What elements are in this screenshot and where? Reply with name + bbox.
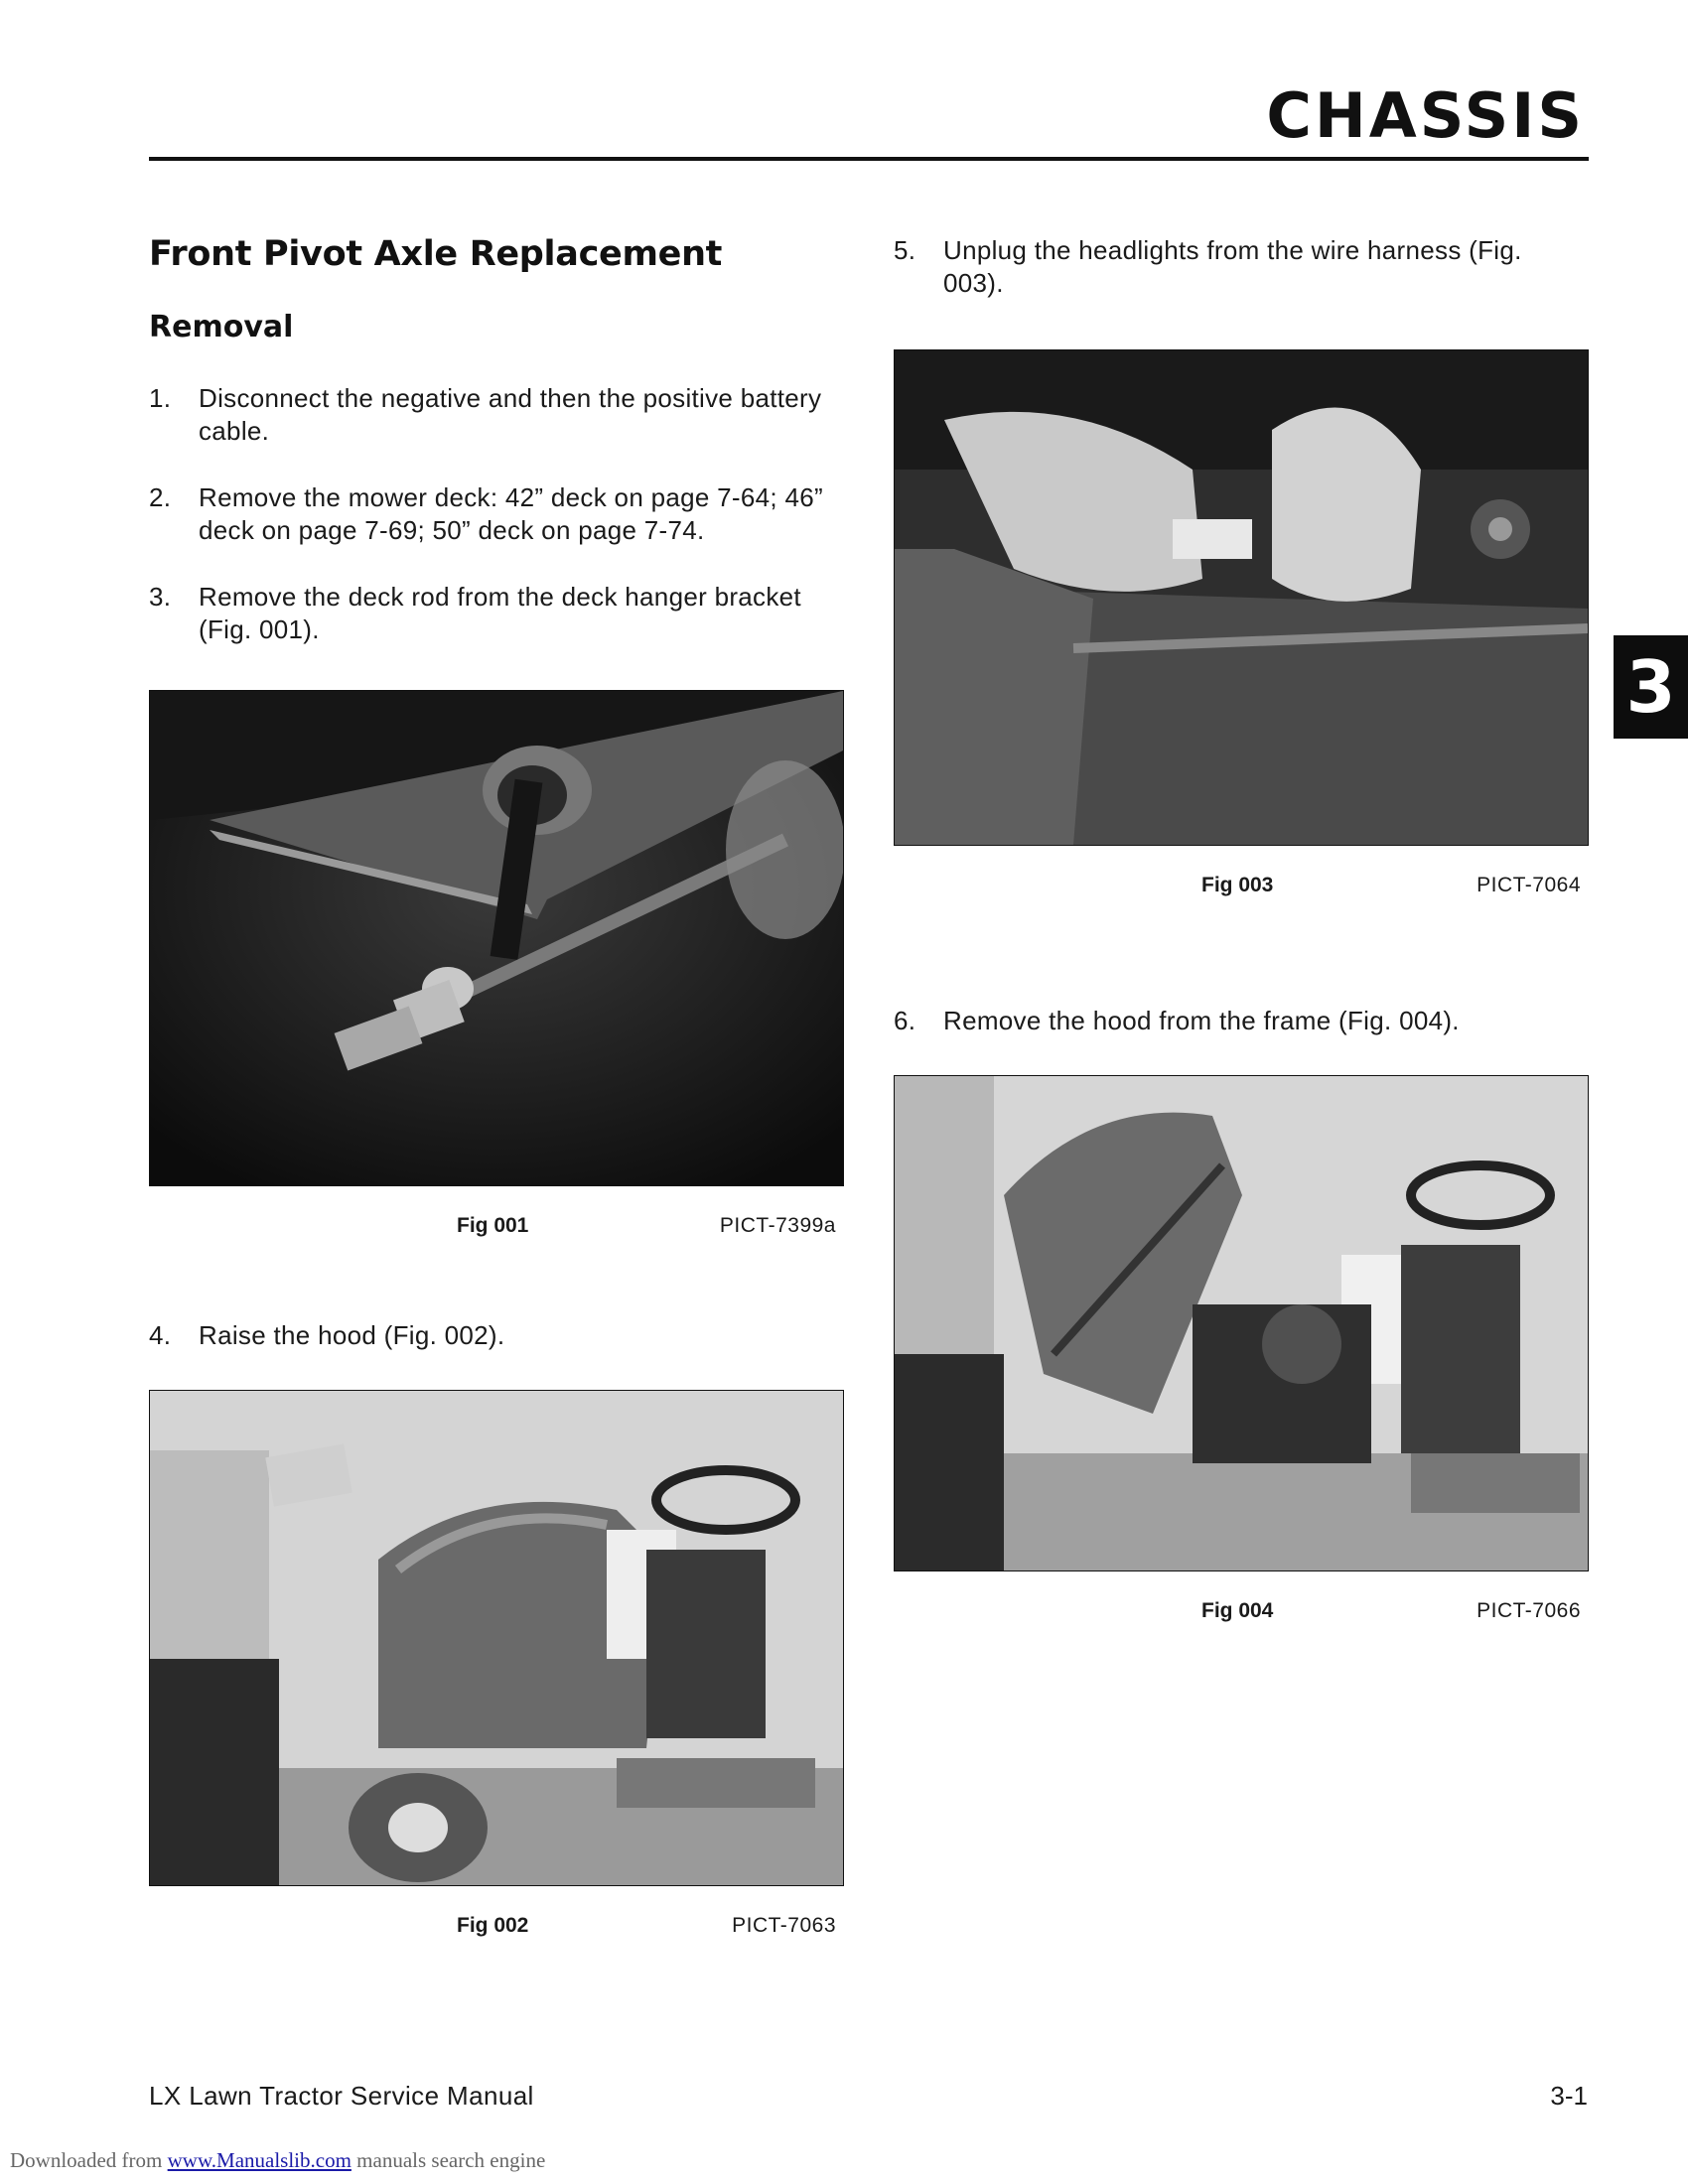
figure-003-photo	[894, 349, 1589, 846]
download-suffix: manuals search engine	[351, 2148, 546, 2172]
step-4	[149, 1319, 844, 1352]
step-number: 3.	[149, 582, 172, 612]
picture-id: PICT-7063	[732, 1914, 836, 1937]
picture-id: PICT-7066	[1477, 1599, 1581, 1622]
step-number: 1.	[149, 383, 172, 413]
figure-label: Fig 002	[457, 1914, 529, 1937]
right-column	[894, 228, 1589, 1639]
step-1	[149, 382, 844, 448]
step-text: Remove the deck rod from the deck hanger bracket (Fig. 001).	[199, 582, 801, 644]
step-text: Remove the mower deck: 42” deck on page 7-64; 46” deck on page 7-69; 50” deck on page 7-74.	[199, 482, 823, 545]
header-rule	[149, 157, 1589, 161]
figure-label: Fig 003	[1201, 874, 1274, 896]
step-number: 6.	[894, 1006, 916, 1035]
step-number: 4.	[149, 1320, 172, 1350]
figure-label: Fig 001	[457, 1214, 529, 1237]
download-prefix: Downloaded from	[10, 2148, 168, 2172]
figure-002-photo	[149, 1390, 844, 1886]
step-6	[894, 1005, 1589, 1037]
chapter-tab: 3	[1614, 635, 1688, 739]
picture-id: PICT-7064	[1477, 874, 1581, 896]
step-text: Raise the hood (Fig. 002).	[199, 1320, 505, 1350]
footer-manual-title: LX Lawn Tractor Service Manual	[149, 2081, 534, 2111]
section-title: Front Pivot Axle Replacement	[149, 234, 723, 274]
step-3	[149, 581, 844, 646]
subsection-title: Removal	[149, 310, 294, 344]
step-text: Unplug the headlights from the wire harness (Fig. 003).	[943, 235, 1522, 298]
step-2	[149, 481, 844, 547]
left-column	[149, 228, 844, 1954]
figure-002-caption	[149, 1914, 844, 1954]
manualslib-link[interactable]: www.Manualslib.com	[167, 2148, 352, 2172]
step-text: Remove the hood from the frame (Fig. 004).	[943, 1006, 1460, 1035]
step-text: Disconnect the negative and then the positive battery cable.	[199, 383, 822, 446]
figure-004-caption	[894, 1599, 1589, 1639]
figure-003-caption	[894, 874, 1589, 913]
step-number: 2.	[149, 482, 172, 512]
step-number: 5.	[894, 235, 916, 265]
chapter-title: CHASSIS	[1266, 79, 1585, 152]
footer-page-number: 3-1	[1550, 2081, 1588, 2111]
figure-001-photo	[149, 690, 844, 1186]
figure-label: Fig 004	[1201, 1599, 1274, 1622]
picture-id: PICT-7399a	[719, 1214, 836, 1237]
figure-004-photo	[894, 1075, 1589, 1571]
figure-001-caption	[149, 1214, 844, 1254]
download-note	[10, 2148, 545, 2173]
step-5	[894, 234, 1589, 300]
